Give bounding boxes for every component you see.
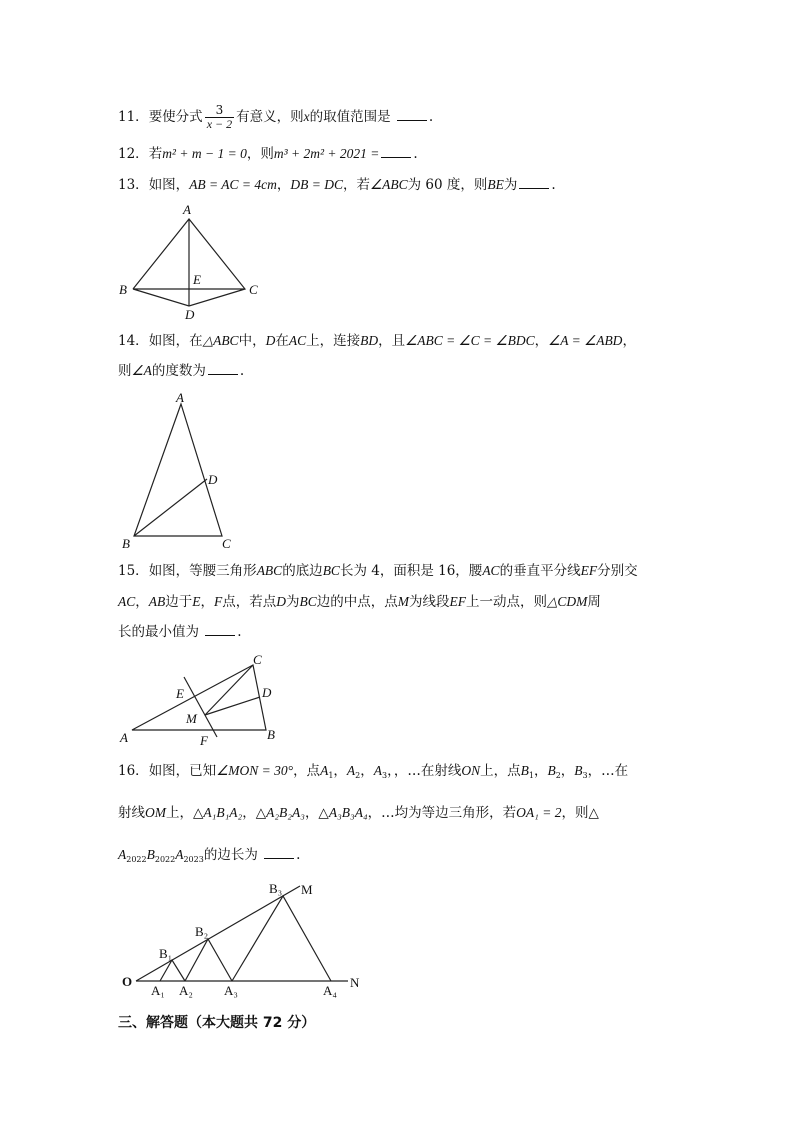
question-15-line3: 长的最小值为 . xyxy=(118,624,242,640)
fig16-label-A1: A₁ xyxy=(151,983,165,998)
fig15-label-B: B xyxy=(267,727,275,742)
question-15: 15．如图，等腰三角形ABC的底边BC长为 4，面积是 16，腰AC的垂直平分线EF分别交 xyxy=(118,563,638,579)
fig16-label-M: M xyxy=(301,882,313,897)
question-number: 11． xyxy=(118,109,149,125)
question-12: 12．若m² + m − 1 = 0，则m³ + 2m² + 2021 = . xyxy=(118,146,418,162)
fig14-label-D: D xyxy=(208,472,218,487)
fig13-label-D: D xyxy=(185,307,195,322)
question-11: 11．要使分式 $\frac{3}{x - 2}$ 有意义，则x的取值范围是 . xyxy=(118,103,434,131)
section-heading: 三、解答题（本大题共 72 分） xyxy=(118,1015,316,1031)
question-14-line2: 则∠A的度数为 . xyxy=(118,363,245,379)
question-16-line3: $A_{2022}B_{2022}A_{2023}$的边长为 . xyxy=(118,847,301,864)
question-14: 14．如图，在△ABC中，D在AC上，连接BD，且∠ABC = ∠C = ∠BDC，∠A = ∠ABD， xyxy=(118,333,636,349)
fig15-label-M: M xyxy=(186,711,197,726)
question-16-line2: 射线OM上，△A₁B₁A₂，△A₂B₂A₃，△A₃B₃A₄，…均为等边三角形，若OA₁ = 2，则△ xyxy=(118,805,599,821)
question-13: 13．如图，AB = AC = 4cm，DB = DC，若∠ABC为 60 度，则BE为 . xyxy=(118,177,556,193)
fig15-label-C: C xyxy=(253,652,262,667)
fig16-triangle-2 xyxy=(185,939,232,981)
fig14-label-A: A xyxy=(176,390,184,405)
fig16-triangle-3 xyxy=(232,896,331,981)
fig16-label-A4: A₄ xyxy=(323,983,337,998)
fig16-label-B3: B₃ xyxy=(269,881,283,896)
fig15-label-E: E xyxy=(176,686,184,701)
fig15-label-A: A xyxy=(120,730,128,745)
question-number: 14． xyxy=(118,333,149,349)
fig15-label-F: F xyxy=(200,733,208,748)
question-number: 15． xyxy=(118,563,149,579)
fig16-triangle-1 xyxy=(160,960,185,981)
fig16-label-N: N xyxy=(350,975,360,990)
question-15-line2: AC，AB边于E，F点，若点D为BC边的中点，点M为线段EF上一动点，则△CDM周 xyxy=(118,594,601,610)
fig16-ray-OM xyxy=(136,886,300,981)
question-number: 13． xyxy=(118,177,149,193)
fraction: $\frac{3}{x - 2}$ xyxy=(206,103,233,131)
fig16-label-O: O xyxy=(122,974,133,989)
question-16: 16．如图，已知∠MON = 30°，点$A_1$，$A_2$，$A_3$，，…在射线ON上，点$B_1$，$B_2$，$B_3$，…在 xyxy=(118,763,629,780)
fig16-label-A2: A₂ xyxy=(179,983,193,998)
fig15-label-D: D xyxy=(262,685,272,700)
fig13-label-C: C xyxy=(249,282,258,297)
fig13-label-B: B xyxy=(119,282,127,297)
fig14-label-B: B xyxy=(122,536,130,551)
fig13-label-E: E xyxy=(193,272,201,287)
fig13-label-A: A xyxy=(183,202,191,217)
fig16-label-B2: B₂ xyxy=(195,924,209,939)
question-number: 12． xyxy=(118,146,149,162)
question-number: 16． xyxy=(118,763,149,779)
fig16-label-B1: B₁ xyxy=(159,946,173,961)
fig14-label-C: C xyxy=(222,536,231,551)
fig16-label-A3: A₃ xyxy=(224,983,238,998)
